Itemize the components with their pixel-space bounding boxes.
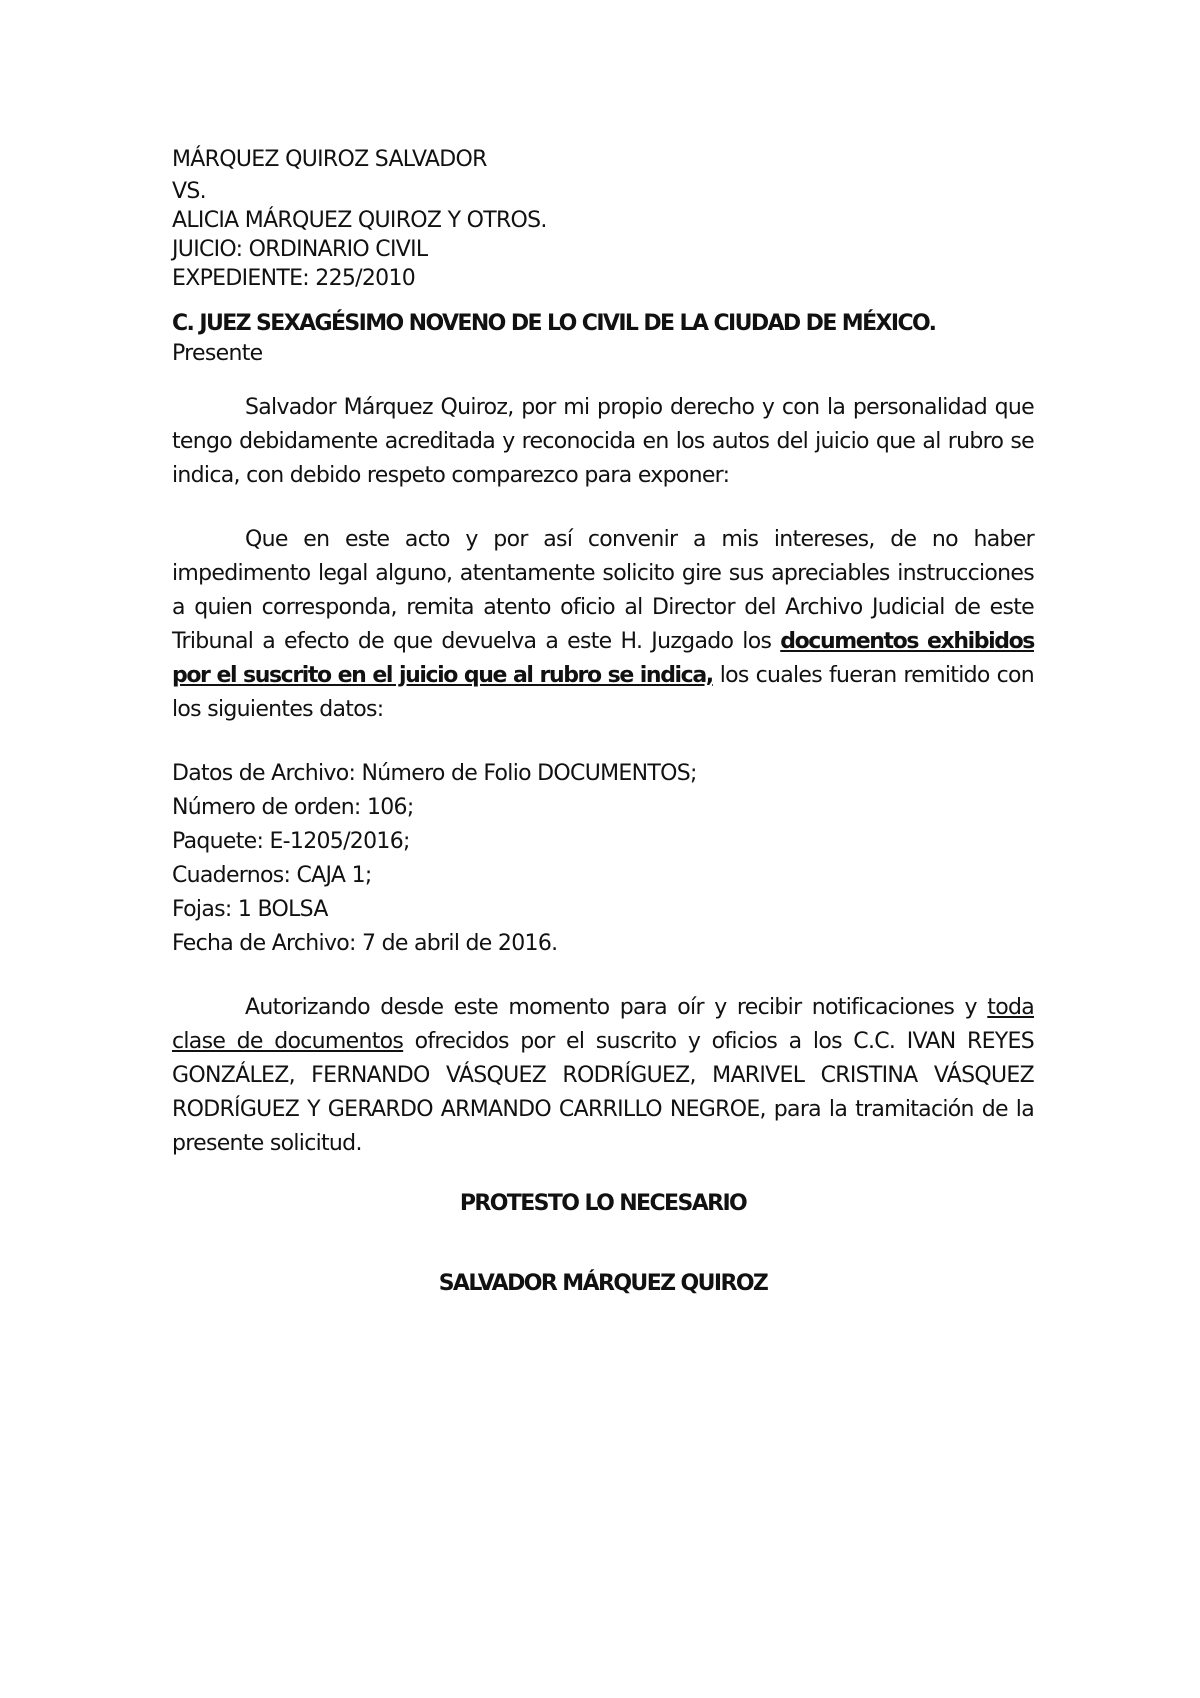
paragraph-request-emphasis: documentos exhibidos por el suscrito en el juicio que al rubro se indica, <box>172 629 1034 688</box>
case-header <box>172 143 1034 293</box>
paragraph-intro: Salvador Márquez Quiroz, por mi propio derecho y con la personalidad que tengo debidamente acreditada y reconocida en los autos del juicio que al rubro se indica, con debido respeto comparezco para exponer: <box>172 395 1034 488</box>
case-party-defendants: ALICIA MÁRQUEZ QUIROZ Y OTROS. <box>172 208 547 233</box>
case-versus: VS. <box>172 179 206 204</box>
paragraph-request-text-start: Que en este acto y por así convenir a mis intereses, de no haber impedimento legal alguno, atentamente solicito gire sus apreciables instrucciones a quien corresponda, remita atento oficio al Director del Archivo Judicial de este Tribunal a efecto de que devuelva a este H. Juzgado los <box>172 527 1034 654</box>
archive-data-order: Número de orden: 106; <box>172 795 414 820</box>
archive-data-notebooks: Cuadernos: CAJA 1; <box>172 863 372 888</box>
presente-label: Presente <box>172 341 263 366</box>
archive-data-list <box>172 757 1034 961</box>
archive-data-package: Paquete: E-1205/2016; <box>172 829 410 854</box>
closing-protest: PROTESTO LO NECESARIO <box>459 1191 747 1216</box>
case-party-plaintiff: MÁRQUEZ QUIROZ SALVADOR <box>172 147 487 172</box>
case-file-number: EXPEDIENTE: 225/2010 <box>172 266 416 291</box>
archive-data-pages: Fojas: 1 BOLSA <box>172 897 328 922</box>
paragraph-authorization <box>172 991 1034 1161</box>
document-page <box>172 143 1034 1301</box>
paragraph-request-text-end: los cuales fueran remitido con los siguientes datos: <box>172 663 1034 722</box>
case-trial-type: JUICIO: ORDINARIO CIVIL <box>172 237 428 262</box>
paragraph-request <box>172 523 1034 727</box>
archive-data-date: Fecha de Archivo: 7 de abril de 2016. <box>172 931 558 956</box>
archive-data-folio: Datos de Archivo: Número de Folio DOCUMENTOS; <box>172 761 697 786</box>
paragraph-authorization-text-end: ofrecidos por el suscrito y oficios a los C.C. IVAN REYES GONZÁLEZ, FERNANDO VÁSQUEZ RODRÍGUEZ, MARIVEL CRISTINA VÁSQUEZ RODRÍGUEZ Y GERARDO ARMANDO CARRILLO NEGROE, para la tramitación de la presente solicitud. <box>172 1029 1034 1156</box>
addressee-heading: C. JUEZ SEXAGÉSIMO NOVENO DE LO CIVIL DE LA CIUDAD DE MÉXICO. <box>172 311 936 336</box>
signature-name: SALVADOR MÁRQUEZ QUIROZ <box>438 1271 768 1296</box>
paragraph-authorization-text-start: Autorizando desde este momento para oír y recibir notificaciones y <box>245 995 988 1020</box>
paragraph-authorization-underlined: toda clase de documentos <box>172 995 1034 1054</box>
